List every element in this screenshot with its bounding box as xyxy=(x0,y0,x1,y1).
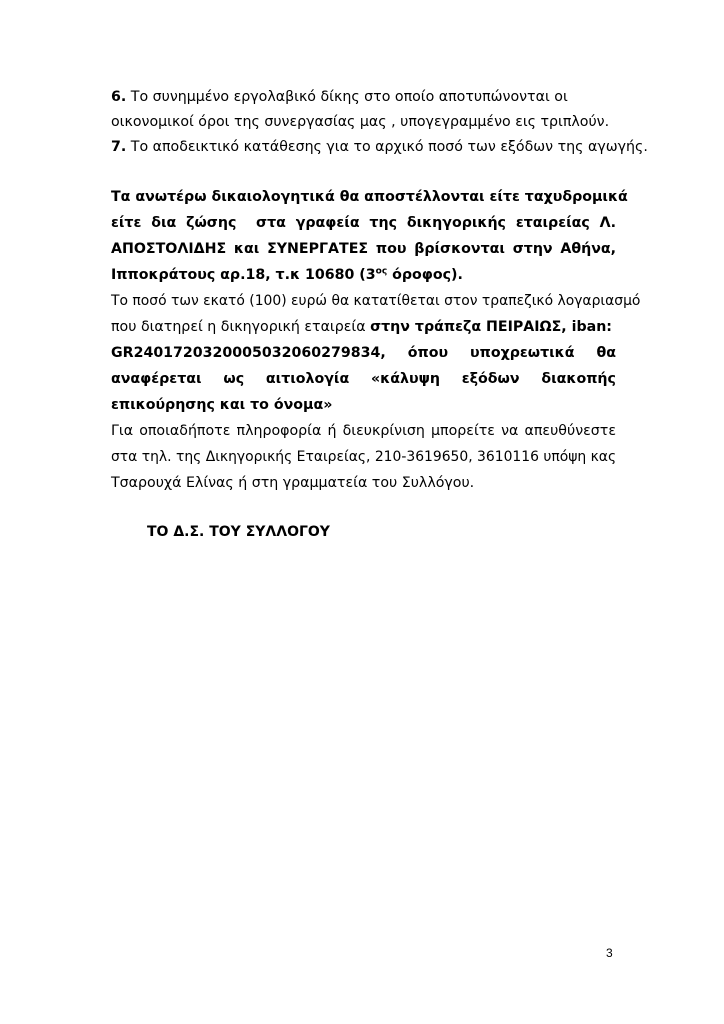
word: υποχρεωτικά xyxy=(470,345,575,361)
contact-line-2: στα τηλ. της Δικηγορικής Εταιρείας, 210-3619650, 3610116 υπόψη κας xyxy=(111,449,617,465)
signature: ΤΟ Δ.Σ. ΤΟΥ ΣΥΛΛΟΓΟΥ xyxy=(147,524,330,540)
word: «κάλυψη xyxy=(371,371,440,387)
payment-line-4 xyxy=(111,368,616,390)
word: θα xyxy=(596,345,616,361)
item-number: 7. xyxy=(111,139,127,155)
bold-paragraph-line-4 xyxy=(111,264,616,286)
word: διακοπής xyxy=(541,371,616,387)
floor-superscript: ος xyxy=(375,266,388,277)
item-text: Το αποδεικτικό κατάθεσης για το αρχικό ποσό των εξόδων της αγωγής. xyxy=(130,139,648,155)
word: εξόδων xyxy=(461,371,520,387)
item-text: Το συνημμένο εργολαβικό δίκης στο οποίο αποτυπώνονται οι xyxy=(130,89,568,105)
page-number: 3 xyxy=(606,946,613,960)
contact-line-3: Τσαρουχά Ελίνας ή στη γραμματεία του Συλλόγου. xyxy=(111,475,475,491)
payment-line-1: Το ποσό των εκατό (100) ευρώ θα κατατίθεται στον τραπεζικό λογαριασμό xyxy=(111,293,641,309)
payment-line-3 xyxy=(111,342,616,364)
payment-line-5: επικούρησης και το όνομα» xyxy=(111,397,333,413)
address-text-end: όροφος). xyxy=(387,267,463,283)
word: όπου xyxy=(407,345,449,361)
bold-paragraph-line-2: είτε δια ζώσης στα γραφεία της δικηγορικής εταιρείας Λ. xyxy=(111,215,616,231)
contact-line-1: Για οποιαδήποτε πληροφορία ή διευκρίνιση μπορείτε να απευθύνεστε xyxy=(111,423,616,439)
item-6-line-2: οικονομικοί όροι της συνεργασίας μας , υπογεγραμμένο εις τριπλούν. xyxy=(111,114,610,130)
word: αναφέρεται xyxy=(111,371,202,387)
iban-number: GR2401720320005032060279834, xyxy=(111,345,386,361)
bold-paragraph-line-3: ΑΠΟΣΤΟΛΙΔΗΣ και ΣΥΝΕΡΓΑΤΕΣ που βρίσκονται στην Αθήνα, xyxy=(111,241,616,257)
bold-paragraph-line-1: Τα ανωτέρω δικαιολογητικά θα αποστέλλονται είτε ταχυδρομικά xyxy=(111,189,628,205)
item-6-line-1 xyxy=(111,86,616,108)
bank-name: στην τράπεζα ΠΕΙΡΑΙΩΣ, iban: xyxy=(370,319,612,335)
word: αιτιολογία xyxy=(265,371,350,387)
item-7-line xyxy=(111,136,648,158)
payment-text: που διατηρεί η δικηγορική εταιρεία xyxy=(111,319,371,335)
payment-line-2 xyxy=(111,316,616,338)
word: ως xyxy=(223,371,245,387)
address-text: Ιπποκράτους αρ.18, τ.κ 10680 (3 xyxy=(111,267,376,283)
item-number: 6. xyxy=(111,89,127,105)
